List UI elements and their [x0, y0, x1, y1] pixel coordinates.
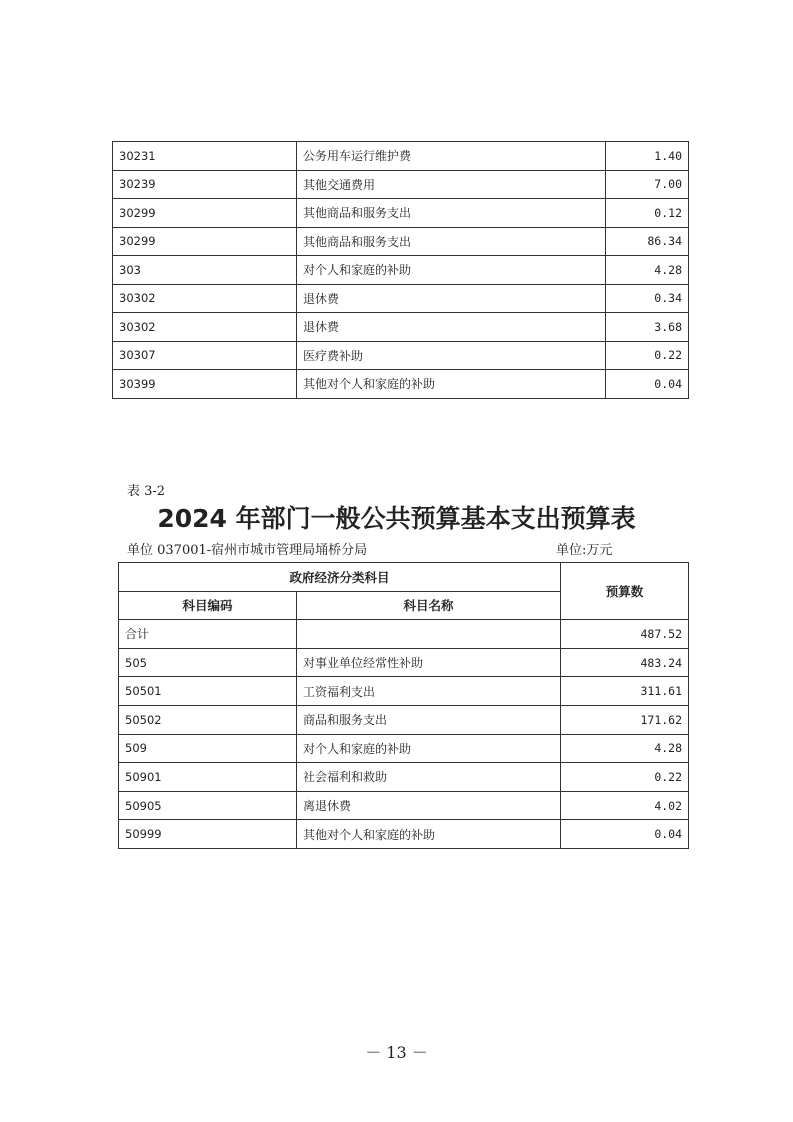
- continued-expense-table: [112, 141, 689, 399]
- subject-name: 医疗费补助: [297, 341, 606, 370]
- amount: 0.22: [606, 341, 689, 370]
- amount: 0.22: [561, 763, 689, 792]
- table-row: [113, 370, 689, 399]
- table-row: [119, 791, 689, 820]
- subject-name: [297, 620, 561, 649]
- subject-name: 公务用车运行维护费: [297, 142, 606, 171]
- amount: 0.04: [561, 820, 689, 849]
- subject-code: 30302: [113, 313, 297, 342]
- subject-name: 其他商品和服务支出: [297, 199, 606, 228]
- subject-name: 工资福利支出: [297, 677, 561, 706]
- subject-name: 社会福利和救助: [297, 763, 561, 792]
- subject-code: 30239: [113, 170, 297, 199]
- amount: 483.24: [561, 648, 689, 677]
- table-row: [119, 648, 689, 677]
- table-row: [113, 199, 689, 228]
- subject-code: 30299: [113, 199, 297, 228]
- table-row: [113, 256, 689, 285]
- subject-code: 50502: [119, 705, 297, 734]
- header-row: [119, 563, 689, 592]
- table-row: [113, 227, 689, 256]
- unit-currency: 单位:万元: [556, 543, 613, 558]
- amount: 7.00: [606, 170, 689, 199]
- table-row: [113, 341, 689, 370]
- table-row: [119, 705, 689, 734]
- subject-name: 对个人和家庭的补助: [297, 734, 561, 763]
- amount: 171.62: [561, 705, 689, 734]
- page-title: 2024 年部门一般公共预算基本支出预算表: [157, 504, 636, 533]
- subject-name: 离退休费: [297, 791, 561, 820]
- code-header: 科目编码: [119, 591, 297, 620]
- subject-name: 对个人和家庭的补助: [297, 256, 606, 285]
- subject-name: 商品和服务支出: [297, 705, 561, 734]
- amount: 4.28: [606, 256, 689, 285]
- table-row: [113, 142, 689, 171]
- table-label: 表 3-2: [127, 484, 166, 499]
- subject-code: 303: [113, 256, 297, 285]
- subject-code: 509: [119, 734, 297, 763]
- page-number: － 13 －: [365, 1043, 428, 1062]
- subject-code: 合计: [119, 620, 297, 649]
- subject-name: 其他交通费用: [297, 170, 606, 199]
- amount: 86.34: [606, 227, 689, 256]
- subject-code: 50999: [119, 820, 297, 849]
- name-header: 科目名称: [297, 591, 561, 620]
- subject-name: 退休费: [297, 284, 606, 313]
- subject-name: 其他对个人和家庭的补助: [297, 820, 561, 849]
- amount-header: 预算数: [561, 563, 689, 620]
- subject-code: 30399: [113, 370, 297, 399]
- table-row: [119, 734, 689, 763]
- table-row: [119, 820, 689, 849]
- amount: 4.28: [561, 734, 689, 763]
- subject-code: 30302: [113, 284, 297, 313]
- amount: 0.04: [606, 370, 689, 399]
- table-row: [113, 284, 689, 313]
- group-header: 政府经济分类科目: [119, 563, 561, 592]
- amount: 487.52: [561, 620, 689, 649]
- subject-code: 505: [119, 648, 297, 677]
- table-row: [119, 763, 689, 792]
- subject-code: 30231: [113, 142, 297, 171]
- subject-name: 退休费: [297, 313, 606, 342]
- budget-table: [118, 562, 689, 849]
- subject-code: 50901: [119, 763, 297, 792]
- table-row: [119, 677, 689, 706]
- subject-code: 30307: [113, 341, 297, 370]
- subject-name: 其他商品和服务支出: [297, 227, 606, 256]
- amount: 4.02: [561, 791, 689, 820]
- table-row: [113, 313, 689, 342]
- amount: 3.68: [606, 313, 689, 342]
- unit-organization: 单位 037001-宿州市城市管理局埇桥分局: [127, 543, 368, 558]
- amount: 1.40: [606, 142, 689, 171]
- subject-name: 对事业单位经常性补助: [297, 648, 561, 677]
- amount: 311.61: [561, 677, 689, 706]
- table-row: [119, 620, 689, 649]
- amount: 0.34: [606, 284, 689, 313]
- table-row: [113, 170, 689, 199]
- subject-name: 其他对个人和家庭的补助: [297, 370, 606, 399]
- subject-code: 30299: [113, 227, 297, 256]
- subject-code: 50905: [119, 791, 297, 820]
- amount: 0.12: [606, 199, 689, 228]
- subject-code: 50501: [119, 677, 297, 706]
